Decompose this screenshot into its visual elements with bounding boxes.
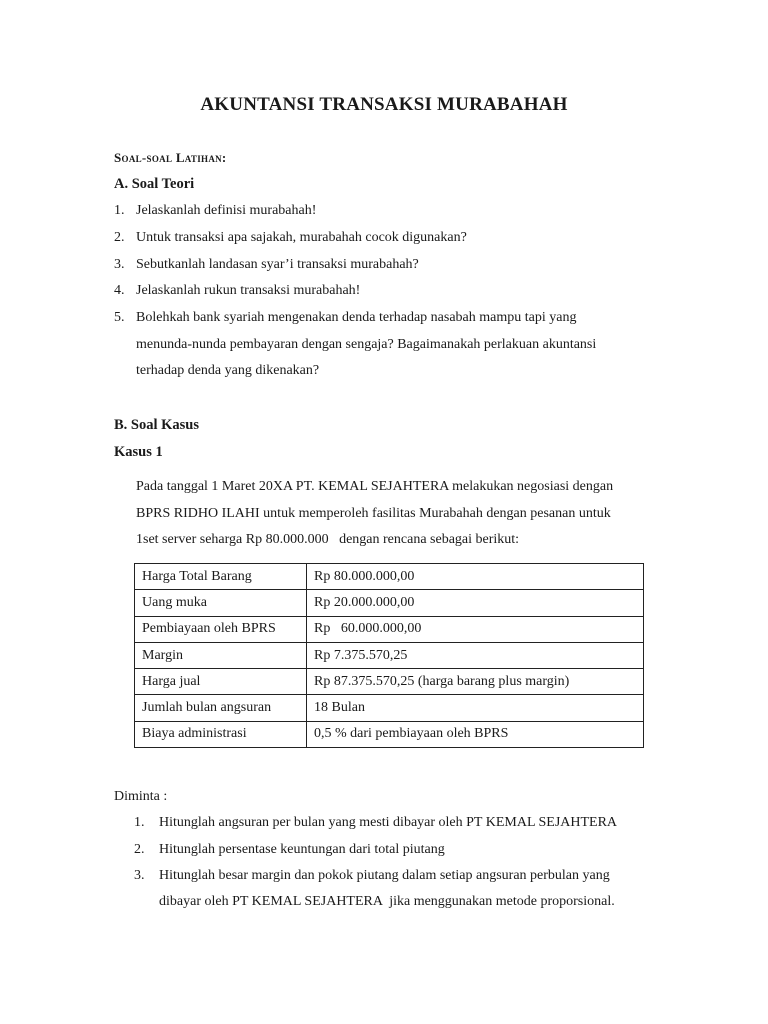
table-value: 0,5 % dari pembiayaan oleh BPRS [307, 721, 644, 747]
table-value: Rp 80.000.000,00 [307, 564, 644, 590]
section-label: Soal-soal Latihan: [114, 150, 227, 165]
case-paragraph-line: Pada tanggal 1 Maret 20XA PT. KEMAL SEJAHTERA melakukan negosiasi dengan [136, 479, 614, 494]
financing-table [134, 563, 644, 748]
item-number: 3. [134, 868, 145, 883]
list-item: Sebutkanlah landasan syar’i transaksi murabahah? [136, 257, 419, 272]
table-label: Margin [135, 642, 307, 668]
item-number: 2. [134, 842, 145, 857]
table-value: Rp 87.375.570,25 (harga barang plus margin) [307, 669, 644, 695]
list-item: Jelaskanlah rukun transaksi murabahah! [136, 283, 361, 298]
table-row [135, 695, 644, 721]
item-number: 5. [114, 310, 125, 325]
table-label: Pembiayaan oleh BPRS [135, 616, 307, 642]
table-label: Harga Total Barang [135, 564, 307, 590]
table-value: 18 Bulan [307, 695, 644, 721]
table-value: Rp 20.000.000,00 [307, 590, 644, 616]
table-label: Biaya administrasi [135, 721, 307, 747]
list-item: Hitunglah persentase keuntungan dari total piutang [159, 842, 445, 857]
list-item: Bolehkah bank syariah mengenakan denda terhadap nasabah mampu tapi yang [136, 310, 577, 325]
table-value: Rp 7.375.570,25 [307, 642, 644, 668]
document-title: AKUNTANSI TRANSAKSI MURABAHAH [200, 94, 568, 115]
case-title: Kasus 1 [114, 444, 163, 460]
diminta-label: Diminta : [114, 789, 168, 804]
table-row [135, 564, 644, 590]
table-label: Harga jual [135, 669, 307, 695]
table-row [135, 721, 644, 747]
table-row [135, 642, 644, 668]
list-item-continuation: terhadap denda yang dikenakan? [136, 363, 320, 378]
item-number: 1. [134, 815, 145, 830]
section-b-heading: B. Soal Kasus [114, 417, 200, 433]
table-value: Rp 60.000.000,00 [307, 616, 644, 642]
case-paragraph-line: 1set server seharga Rp 80.000.000 dengan rencana sebagai berikut: [136, 532, 520, 547]
list-item-continuation: menunda-nunda pembayaran dengan sengaja? Bagaimanakah perlakuan akuntansi [136, 337, 597, 352]
list-item: Jelaskanlah definisi murabahah! [136, 203, 317, 218]
list-item: Hitunglah angsuran per bulan yang mesti dibayar oleh PT KEMAL SEJAHTERA [159, 815, 618, 830]
item-number: 2. [114, 230, 125, 245]
section-a-heading: A. Soal Teori [114, 176, 195, 192]
case-paragraph-line: BPRS RIDHO ILAHI untuk memperoleh fasilitas Murabahah dengan pesanan untuk [136, 506, 611, 521]
table-label: Jumlah bulan angsuran [135, 695, 307, 721]
list-item: Hitunglah besar margin dan pokok piutang dalam setiap angsuran perbulan yang [159, 868, 610, 883]
list-item: Untuk transaksi apa sajakah, murabahah cocok digunakan? [136, 230, 467, 245]
table-row [135, 669, 644, 695]
item-number: 1. [114, 203, 125, 218]
list-item-continuation: dibayar oleh PT KEMAL SEJAHTERA jika menggunakan metode proporsional. [159, 894, 615, 909]
table-row [135, 616, 644, 642]
table-label: Uang muka [135, 590, 307, 616]
item-number: 4. [114, 283, 125, 298]
table-row [135, 590, 644, 616]
item-number: 3. [114, 257, 125, 272]
